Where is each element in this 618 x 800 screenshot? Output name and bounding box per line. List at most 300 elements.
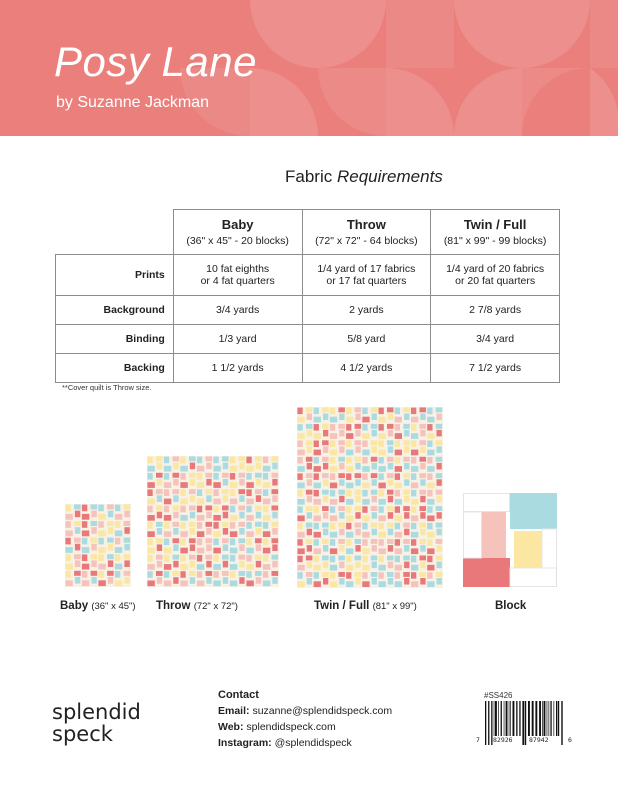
quilt-patch	[98, 580, 105, 586]
quilt-patch	[371, 572, 378, 577]
logo-line1: splendid	[52, 700, 141, 724]
quilt-patch	[197, 482, 204, 488]
quilt-patch	[427, 483, 434, 489]
quilt-patch	[91, 511, 96, 518]
quilt-patch	[387, 473, 394, 478]
quilt-patch	[323, 414, 328, 421]
quilt-patch	[339, 529, 344, 536]
quilt-patch	[197, 506, 202, 513]
quilt-patch	[255, 506, 262, 511]
quilt-patch	[395, 441, 400, 448]
quilt-patch	[173, 528, 178, 535]
quilt-patch	[173, 512, 178, 519]
quilt-patch	[180, 564, 187, 570]
quilt-patch	[314, 523, 319, 530]
quilt-patch	[82, 505, 87, 512]
quilt-patch	[338, 506, 345, 511]
quilt-patch	[173, 473, 180, 478]
quilt-patch	[108, 527, 113, 534]
quilt-patch	[427, 441, 432, 448]
quilt-patch	[213, 539, 218, 546]
quilt-patch	[322, 490, 329, 495]
quilt-patch	[98, 531, 105, 537]
quilt-patch	[255, 456, 262, 461]
quilt-patch	[91, 544, 96, 551]
quilt-patch	[65, 538, 70, 545]
quilt-patch	[65, 514, 72, 520]
table-cell: 1/3 yard	[173, 325, 302, 354]
quilt-patch	[411, 565, 418, 571]
quilt-patch	[338, 572, 345, 577]
quilt-patch	[411, 433, 418, 439]
quilt-patch	[355, 424, 362, 429]
quilt-patch	[272, 544, 277, 551]
email-link[interactable]: suzanne@splendidspeck.com	[252, 705, 393, 717]
quilt-patch	[164, 581, 171, 587]
quilt-patch	[371, 424, 378, 429]
email-line	[218, 703, 392, 719]
quilt-patch	[156, 506, 163, 511]
quilt-patch	[297, 408, 302, 415]
quilt-patch	[246, 581, 253, 587]
cell-line: 10 fat eighths	[206, 263, 270, 275]
quilt-patch	[297, 450, 304, 456]
quilt-patch	[379, 483, 386, 489]
quilt-patch	[420, 457, 427, 462]
quilt-patch	[239, 456, 246, 461]
quilt-patch	[239, 479, 244, 486]
quilt-patch	[297, 424, 302, 431]
quilt-patch	[223, 463, 228, 470]
quilt-patch	[223, 512, 228, 519]
quilt-patch	[395, 483, 402, 489]
quilt-patch	[297, 548, 304, 554]
quilt-patch	[173, 506, 180, 511]
row-label: Background	[56, 296, 174, 325]
quilt-patch	[346, 523, 351, 530]
quilt-patch	[411, 450, 418, 456]
quilt-patch	[222, 473, 229, 478]
heading-prefix: Fabric	[285, 167, 333, 186]
quilt-patch	[246, 499, 253, 505]
cell-line: 1/4 yard of 20 fabrics	[446, 263, 545, 275]
quilt-patch	[115, 514, 122, 520]
quilt-patch	[339, 430, 344, 437]
quilt-patch	[420, 496, 425, 503]
quilt-patch	[436, 407, 443, 412]
barcode-digit-group: 6	[568, 736, 572, 744]
quilt-patch	[82, 554, 87, 561]
barcode-bar	[501, 701, 502, 736]
quilt-patch	[156, 538, 163, 543]
quilt-patch	[437, 578, 442, 585]
quilt-patch	[427, 516, 434, 522]
throw-quilt-illustration	[147, 456, 279, 587]
quilt-patch	[297, 516, 304, 522]
quilt-patch	[180, 466, 187, 472]
quilt-patch	[272, 512, 277, 519]
quilt-patch	[156, 473, 163, 478]
block-label	[495, 600, 526, 612]
fabric-requirements-heading	[285, 167, 443, 187]
quilt-patch	[371, 490, 378, 495]
quilt-patch	[330, 556, 335, 563]
barcode-bar	[488, 701, 489, 745]
quilt-patch	[272, 522, 279, 527]
quilt-patch	[206, 489, 213, 494]
quilt-patch	[206, 528, 211, 535]
quilt-patch	[173, 456, 180, 461]
quilt-patch	[164, 564, 171, 570]
quilt-patch	[164, 531, 171, 537]
barcode-bar	[554, 701, 555, 736]
quilt-patch	[213, 564, 220, 570]
quilt-patch	[323, 479, 328, 486]
quilt-patch	[362, 490, 367, 497]
quilt-patch	[213, 482, 220, 488]
quilt-patch	[272, 479, 277, 486]
quilt-patch	[223, 544, 228, 551]
quilt-patch	[255, 473, 262, 478]
quilt-patch	[263, 457, 268, 464]
quilt-patch	[388, 414, 393, 421]
quilt-patch	[115, 531, 122, 537]
quilt-patch	[379, 539, 384, 546]
quilt-patch	[372, 496, 377, 503]
quilt-patch	[362, 581, 369, 587]
quilt-patch	[338, 473, 345, 478]
quilt-patch	[411, 548, 418, 554]
quilt-patch	[379, 581, 386, 587]
quilt-patch	[230, 482, 237, 488]
quilt-patch	[306, 523, 313, 528]
twin-full-label	[314, 600, 417, 612]
quilt-patch	[239, 512, 244, 519]
quilt-patch	[82, 564, 89, 570]
quilt-patch	[164, 506, 169, 513]
quilt-patch	[330, 572, 335, 579]
quilt-patch	[420, 539, 427, 544]
quilt-patch	[157, 463, 162, 470]
quilt-patch	[355, 539, 362, 544]
quilt-patch	[404, 430, 409, 437]
quilt-patch	[98, 554, 103, 561]
column-header-throw	[302, 210, 431, 255]
quilt-patch	[147, 548, 154, 554]
quilt-patch	[263, 482, 270, 488]
quilt-patch	[263, 489, 268, 496]
quilt-patch	[256, 577, 261, 584]
quilt-patch	[297, 565, 304, 571]
quilt-size: (72" x 72")	[193, 601, 238, 612]
quilt-patch	[297, 457, 302, 464]
quilt-patch	[239, 522, 246, 527]
quilt-patch	[173, 463, 178, 470]
quilt-patch	[222, 489, 229, 494]
quilt-patch	[156, 522, 163, 527]
quilt-patch	[230, 548, 237, 554]
quilt-patch	[338, 457, 345, 462]
quilt-patch	[173, 571, 180, 576]
quilt-patch	[411, 441, 416, 448]
quilt-patch	[411, 516, 418, 522]
quilt-patch	[91, 538, 98, 543]
quilt-patch	[355, 430, 360, 437]
quilt-patch	[164, 466, 171, 472]
quilt-patch	[403, 473, 410, 478]
quilt-patch	[371, 473, 378, 478]
quilt-patch	[180, 531, 187, 537]
quilt-patch	[404, 545, 409, 552]
quilt-patch	[323, 562, 328, 569]
quilt-patch	[239, 489, 246, 494]
quilt-patch	[314, 417, 321, 423]
quilt-patch	[297, 473, 302, 480]
quilt-patch	[403, 523, 410, 528]
quilt-patch	[436, 457, 443, 462]
quilt-patch	[147, 466, 154, 472]
quilt-patch	[164, 482, 171, 488]
quilt-patch	[322, 473, 329, 478]
quilt-patch	[346, 473, 351, 480]
quilt-patch	[420, 506, 427, 511]
quilt-patch	[197, 571, 202, 578]
column-detail: (36" x 45" - 20 blocks)	[186, 235, 289, 247]
quilt-patch	[156, 489, 163, 494]
barcode-bar	[539, 701, 541, 736]
quilt-patch	[256, 561, 261, 568]
barcode-bar	[525, 701, 526, 745]
barcode-bar	[495, 701, 497, 736]
quilt-patch	[403, 457, 410, 462]
quilt-patch	[297, 441, 302, 448]
quilt-patch	[355, 479, 360, 486]
quilt-patch	[180, 571, 185, 578]
quilt-patch	[124, 571, 131, 576]
quilt-patch	[213, 489, 218, 496]
quilt-patch	[323, 496, 328, 503]
quilt-patch	[197, 466, 204, 472]
heading-emphasis: Requirements	[336, 167, 443, 186]
quilt-patch	[427, 424, 432, 431]
quilt-patch	[314, 473, 319, 480]
quilt-patch	[272, 561, 277, 568]
quilt-patch	[395, 548, 402, 554]
quilt-patch	[411, 539, 416, 546]
quilt-patch	[330, 516, 337, 522]
quilt-patch	[297, 499, 304, 505]
quilt-patch	[420, 545, 425, 552]
quilt-patch	[339, 496, 344, 503]
quilt-patch	[239, 528, 244, 535]
quilt-patch	[197, 531, 204, 537]
quilt-patch	[115, 505, 120, 512]
quilt-patch	[75, 577, 80, 584]
quilt-patch	[420, 523, 427, 528]
instagram-link[interactable]: @splendidspeck	[274, 737, 352, 749]
table-row-background	[56, 296, 560, 325]
quilt-patch	[355, 407, 362, 412]
quilt-patch	[346, 572, 351, 579]
quilt-patch	[173, 544, 178, 551]
table-cell: 3/4 yard	[431, 325, 560, 354]
quilt-patch	[157, 528, 162, 535]
quilt-patch	[437, 446, 442, 453]
quilt-patch	[173, 479, 178, 486]
quilt-patch	[330, 581, 337, 587]
quilt-patch	[156, 456, 163, 461]
quilt-patch	[306, 424, 313, 429]
quilt-patch	[395, 450, 402, 456]
quilt-patch	[82, 580, 89, 586]
quilt-patch	[213, 457, 218, 464]
quilt-patch	[379, 565, 386, 571]
column-name: Throw	[346, 217, 386, 232]
quilt-patch	[206, 538, 213, 543]
quilt-patch	[355, 496, 360, 503]
quilt-patch	[379, 548, 386, 554]
quilt-patch	[256, 512, 261, 519]
quilt-patch	[338, 556, 345, 561]
quilt-patch	[436, 523, 443, 528]
quilt-patch	[91, 577, 96, 584]
quilt-patch	[388, 479, 393, 486]
quilt-patch	[256, 544, 261, 551]
quilt-patch	[124, 554, 131, 559]
quilt-patch	[427, 473, 432, 480]
quilt-patch	[346, 532, 353, 538]
quilt-patch	[411, 556, 416, 563]
quilt-patch	[222, 555, 229, 560]
quilt-patch	[263, 581, 270, 587]
quilt-patch	[355, 440, 362, 445]
cell-line: 1/4 yard of 17 fabrics	[317, 263, 416, 275]
web-link[interactable]: splendidspeck.com	[246, 721, 336, 733]
quilt-patch	[395, 473, 400, 480]
quilt-patch	[372, 430, 377, 437]
logo-line2: speck	[52, 722, 113, 746]
quilt-patch	[197, 548, 204, 554]
quilt-patch	[395, 499, 402, 505]
column-header-baby	[173, 210, 302, 255]
quilt-patch	[189, 555, 196, 560]
quilt-patch	[322, 457, 329, 462]
quilt-patch	[355, 529, 360, 536]
quilt-patch	[420, 473, 427, 478]
quilt-patch	[420, 414, 425, 421]
quilt-patch	[362, 572, 367, 579]
quilt-patch	[65, 580, 72, 586]
quilt-name: Throw	[156, 600, 191, 612]
quilt-patch	[346, 499, 353, 505]
cell-line: or 17 fat quarters	[326, 275, 407, 287]
quilt-patch	[346, 450, 353, 456]
quilt-patch	[404, 414, 409, 421]
quilt-patch	[164, 522, 169, 529]
barcode-bar	[522, 701, 524, 745]
barcode-bar	[547, 701, 548, 736]
quilt-patch	[338, 523, 345, 528]
quilt-patch	[180, 457, 185, 464]
quilt-patch	[164, 539, 169, 546]
quilt-patch	[189, 473, 196, 478]
quilt-patch	[362, 457, 367, 464]
quilt-patch	[362, 523, 367, 530]
column-detail: (72" x 72" - 64 blocks)	[315, 235, 418, 247]
author-byline: by Suzanne Jackman	[56, 94, 209, 111]
quilt-patch	[147, 555, 152, 562]
quilt-patch	[213, 515, 220, 521]
table-cell: 3/4 yards	[173, 296, 302, 325]
quilt-patch	[355, 463, 360, 470]
quilt-patch	[411, 424, 416, 431]
quilt-patch	[206, 463, 211, 470]
quilt-patch	[404, 479, 409, 486]
quilt-patch	[355, 457, 362, 462]
instagram-label: Instagram:	[218, 737, 272, 749]
quilt-patch	[411, 499, 418, 505]
quilt-patch	[213, 466, 220, 472]
quilt-patch	[157, 479, 162, 486]
quilt-size: (36" x 45")	[91, 601, 136, 612]
quilt-patch	[107, 504, 114, 509]
quilt-patch	[355, 506, 362, 511]
quilt-patch	[190, 479, 195, 486]
quilt-patch	[239, 555, 246, 560]
cell-line: or 4 fat quarters	[200, 275, 275, 287]
block-illustration	[463, 493, 557, 587]
quilt-patch	[362, 450, 369, 456]
quilt-patch	[213, 581, 220, 587]
quilt-patch	[379, 441, 384, 448]
quilt-patch	[272, 528, 277, 535]
quilt-patch	[371, 407, 378, 412]
quilt-patch	[371, 457, 378, 462]
quilt-patch	[355, 446, 360, 453]
quilt-patch	[180, 522, 185, 529]
quilt-patch	[180, 489, 185, 496]
quilt-patch	[263, 499, 270, 505]
quilt-patch	[362, 506, 367, 513]
row-label: Backing	[56, 354, 174, 383]
quilt-patch	[346, 417, 353, 423]
quilt-patch	[387, 407, 394, 412]
quilt-patch	[362, 408, 367, 415]
quilt-patch	[213, 499, 220, 505]
quilt-patch	[246, 457, 251, 464]
quilt-patch	[371, 556, 378, 561]
barcode-bar	[549, 701, 550, 736]
quilt-patch	[222, 571, 229, 576]
quilt-patch	[91, 571, 98, 576]
quilt-patch	[338, 424, 345, 429]
quilt-patch	[403, 407, 410, 412]
quilt-patch	[339, 463, 344, 470]
quilt-patch	[164, 548, 171, 554]
quilt-patch	[246, 506, 251, 513]
quilt-patch	[230, 473, 235, 480]
quilt-patch	[256, 495, 261, 502]
quilt-patch	[246, 489, 251, 496]
quilt-patch	[387, 440, 394, 445]
quilt-patch	[379, 490, 384, 497]
splendid-speck-logo	[50, 697, 155, 747]
quilt-patch	[387, 556, 394, 561]
quilt-patch	[272, 489, 279, 494]
quilt-patch	[346, 408, 351, 415]
table-cell	[431, 255, 560, 296]
barcode-bar	[550, 701, 551, 736]
